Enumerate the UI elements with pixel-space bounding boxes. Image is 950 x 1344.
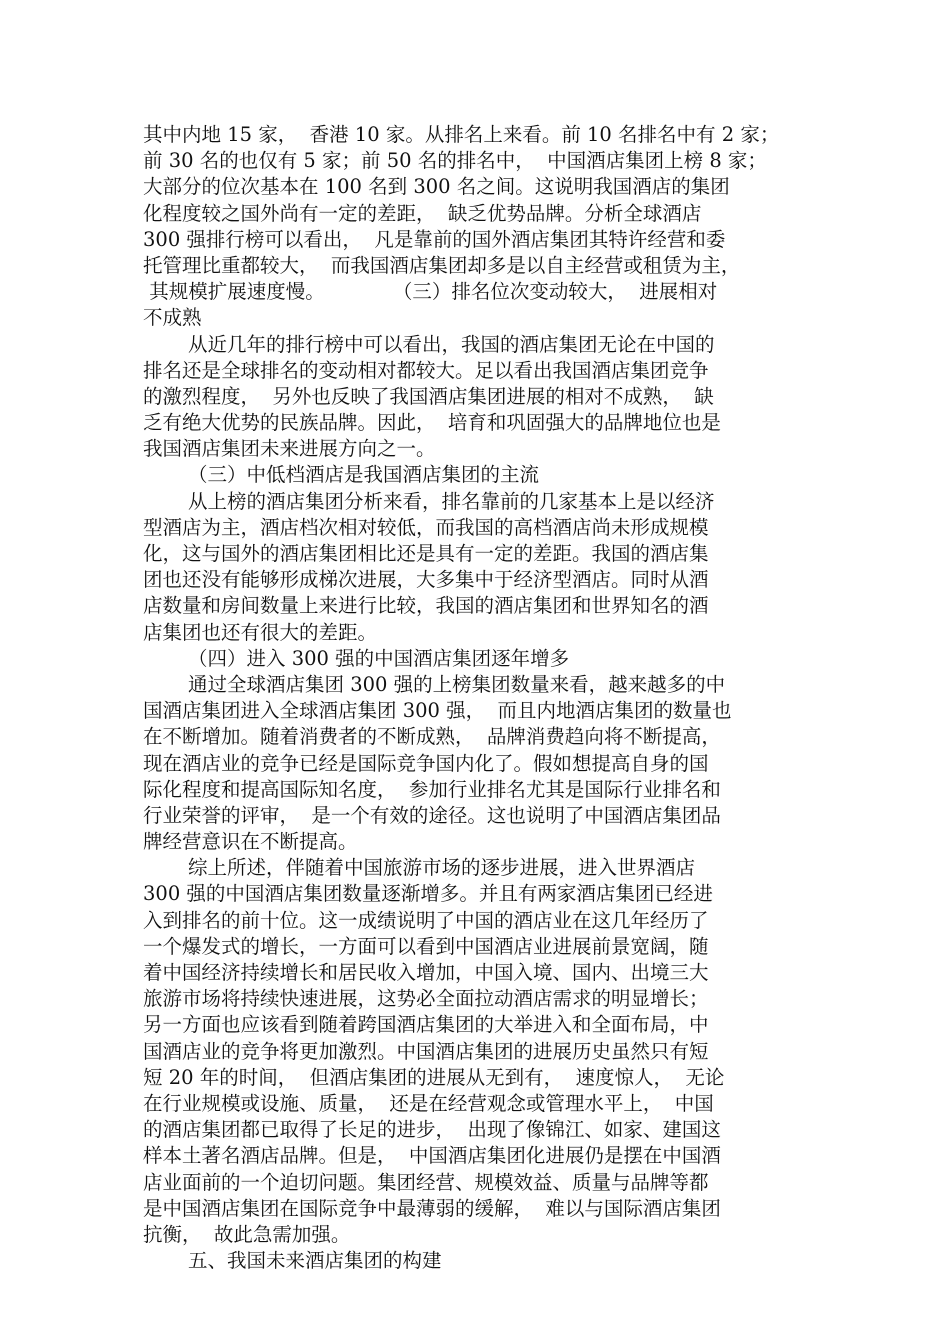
text-line: 其规模扩展速度慢。 （三）排名位次变动较大， 进展相对	[143, 280, 718, 304]
text-line: 际化程度和提高国际知名度， 参加行业排名尤其是国际行业排名和	[143, 777, 721, 801]
text-line: 抗衡， 故此急需加强。	[143, 1222, 351, 1246]
text-line: 现在酒店业的竞争已经是国际竞争国内化了。假如想提高自身的国	[143, 751, 709, 775]
text-line: 型酒店为主，酒店档次相对较低，而我国的高档酒店尚未形成规模	[143, 515, 709, 539]
text-line: 一个爆发式的增长，一方面可以看到中国酒店业进展前景宽阔，随	[143, 934, 709, 958]
text-line: 的酒店集团都已取得了长足的进步， 出现了像锦江、如家、建国这	[143, 1118, 721, 1142]
text-line: 是中国酒店集团在国际竞争中最薄弱的缓解， 难以与国际酒店集团	[143, 1196, 721, 1220]
text-line: 综上所述，伴随着中国旅游市场的逐步进展，进入世界酒店	[188, 856, 696, 880]
text-line: 300 强的中国酒店集团数量逐渐增多。并且有两家酒店集团已经进	[143, 882, 713, 906]
text-line: 样本土著名酒店品牌。但是， 中国酒店集团化进展仍是摆在中国酒	[143, 1144, 721, 1168]
text-line: 前 30 名的也仅有 5 家；前 50 名的排名中， 中国酒店集团上榜 8 家；	[143, 149, 767, 173]
text-line: 的激烈程度， 另外也反映了我国酒店集团进展的相对不成熟， 缺	[143, 384, 714, 408]
text-line: 其中内地 15 家， 香港 10 家。从排名上来看。前 10 名排名中有 2 家；	[143, 123, 780, 146]
text-line: 乏有绝大优势的民族品牌。因此， 培育和巩固强大的品牌地位也是	[143, 411, 721, 435]
text-line: 化程度较之国外尚有一定的差距， 缺乏优势品牌。分析全球酒店	[143, 201, 702, 225]
text-line: 短 20 年的时间， 但酒店集团的进展从无到有， 速度惊人， 无论	[143, 1065, 725, 1089]
text-line: 五、我国未来酒店集团的构建	[188, 1249, 442, 1273]
text-line: 另一方面也应该看到随着跨国酒店集团的大举进入和全面布局，中	[143, 1013, 709, 1037]
text-line: 店数量和房间数量上来进行比较，我国的酒店集团和世界知名的酒	[143, 594, 709, 618]
text-line: 不成熟	[143, 306, 202, 330]
text-line: 化，这与国外的酒店集团相比还是具有一定的差距。我国的酒店集	[143, 542, 709, 565]
text-line: 从近几年的排行榜中可以看出，我国的酒店集团无论在中国的	[188, 332, 715, 356]
text-line: 旅游市场将持续快速进展，这势必全面拉动酒店需求的明显增长；	[143, 987, 709, 1011]
text-line: 在行业规模或设施、质量， 还是在经营观念或管理水平上， 中国	[143, 1091, 714, 1115]
text-line: （四）进入 300 强的中国酒店集团逐年增多	[188, 646, 570, 670]
text-line: 通过全球酒店集团 300 强的上榜集团数量来看，越来越多的中	[188, 672, 726, 696]
text-line: 大部分的位次基本在 100 名到 300 名之间。这说明我国酒店的集团	[143, 175, 730, 199]
text-line: （三）中低档酒店是我国酒店集团的主流	[188, 463, 540, 487]
text-line: 我国酒店集团未来进展方向之一。	[143, 437, 436, 461]
text-line: 从上榜的酒店集团分析来看，排名靠前的几家基本上是以经济	[188, 489, 715, 513]
text-line: 团也还没有能够形成梯次进展，大多集中于经济型酒店。同时从酒	[143, 568, 709, 592]
text-line: 入到排名的前十位。这一成绩说明了中国的酒店业在这几年经历了	[143, 908, 709, 932]
text-line: 300 强排行榜可以看出， 凡是靠前的国外酒店集团其特许经营和委	[143, 227, 726, 251]
text-line: 店业面前的一个迫切问题。集团经营、规模效益、质量与品牌等都	[143, 1170, 709, 1194]
text-line: 在不断增加。随着消费者的不断成熟， 品牌消费趋向将不断提高，	[143, 725, 721, 749]
text-line: 着中国经济持续增长和居民收入增加，中国入境、国内、出境三大	[143, 961, 709, 984]
text-line: 托管理比重都较大， 而我国酒店集团却多是以自主经营或租赁为主，	[143, 253, 741, 277]
text-line: 牌经营意识在不断提高。	[143, 830, 358, 854]
text-line: 国酒店业的竞争将更加激烈。中国酒店集团的进展历史虽然只有短	[143, 1039, 709, 1063]
text-line: 国酒店集团进入全球酒店集团 300 强， 而且内地酒店集团的数量也	[143, 699, 732, 723]
document-body	[143, 122, 819, 1274]
text-line: 店集团也还有很大的差距。	[143, 620, 378, 644]
text-line: 排名还是全球排名的变动相对都较大。足以看出我国酒店集团竞争	[143, 358, 709, 382]
text-line: 行业荣誉的评审， 是一个有效的途径。这也说明了中国酒店集团品	[143, 803, 721, 827]
